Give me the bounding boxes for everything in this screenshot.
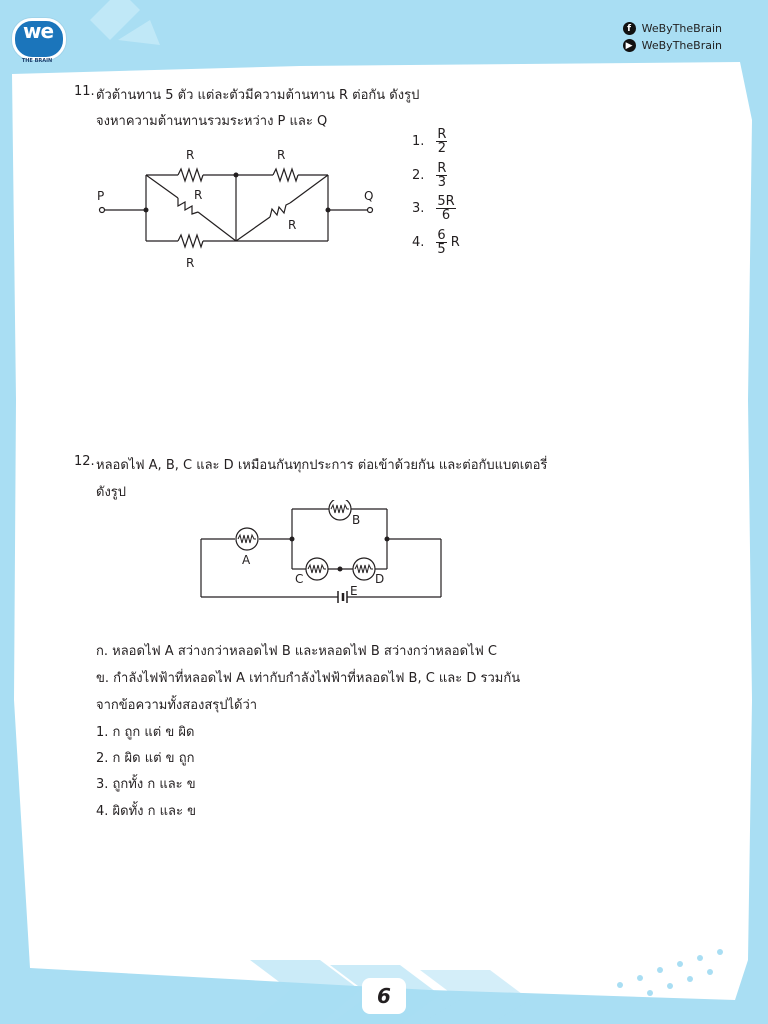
- q12-choice-1[interactable]: 1. ก ถูก แต่ ข ผิด: [96, 725, 195, 740]
- label-r-diag-left: R: [194, 188, 203, 202]
- q12-line2: ดังรูป: [96, 485, 127, 500]
- facebook-link[interactable]: [623, 20, 722, 37]
- denominator: 2: [437, 141, 447, 156]
- q12-statement-b: ข. กำลังไฟฟ้าที่หลอดไฟ A เท่ากับกำลังไฟฟ้าที่หลอดไฟ B, C และ D รวมกัน: [96, 671, 521, 686]
- choice-number: 4.: [412, 235, 425, 250]
- q11-line1: ตัวต้านทาน 5 ตัว แต่ละตัวมีความต้านทาน R ต่อกัน ดังรูป: [96, 88, 420, 103]
- logo-tagline: THE BRAIN: [21, 58, 53, 64]
- choice-number: 1.: [412, 134, 425, 149]
- label-r-bottom: R: [186, 256, 195, 270]
- choice-number: 3.: [412, 201, 425, 216]
- numerator: 6: [437, 228, 446, 243]
- fraction: [436, 128, 447, 155]
- q12-number: 12.: [74, 454, 95, 469]
- choice-number: 2.: [412, 168, 425, 183]
- bulb-label-d: D: [375, 572, 385, 586]
- label-r-diag-right: R: [288, 218, 297, 232]
- numerator: R: [437, 127, 447, 142]
- page-number: 6: [362, 978, 406, 1014]
- q11-choice-4[interactable]: [412, 229, 460, 256]
- label-r-top-left: R: [186, 148, 195, 162]
- q12-choice-2[interactable]: 2. ก ผิด แต่ ข ถูก: [96, 751, 195, 766]
- q11-choice-3[interactable]: [412, 195, 456, 222]
- q12-statement-a: ก. หลอดไฟ A สว่างกว่าหลอดไฟ B และหลอดไฟ B สว่างกว่าหลอดไฟ C: [96, 644, 498, 659]
- choice-suffix: R: [450, 235, 460, 250]
- q11-number: 11.: [74, 84, 95, 99]
- terminal-p: P: [97, 189, 105, 203]
- bulb-label-b: B: [352, 513, 361, 527]
- q11-resistor-diagram: [90, 140, 390, 280]
- label-r-top-right: R: [277, 148, 286, 162]
- denominator: 3: [437, 175, 447, 190]
- q11-line2: จงหาความต้านทานรวมระหว่าง P และ Q: [96, 114, 328, 129]
- denominator: 6: [441, 208, 451, 223]
- q11-choice-1[interactable]: [412, 128, 447, 155]
- denominator: 5: [437, 242, 446, 257]
- bulb-label-c: C: [295, 572, 304, 586]
- fraction: [436, 229, 446, 256]
- social-links: [623, 20, 722, 54]
- facebook-label: WeByTheBrain: [641, 22, 722, 35]
- q12-choice-3[interactable]: 3. ถูกทั้ง ก และ ข: [96, 777, 196, 792]
- battery-label-e: E: [350, 584, 358, 598]
- q12-conclusion: จากข้อความทั้งสองสรุปได้ว่า: [96, 698, 258, 713]
- bulb-label-a: A: [242, 553, 251, 567]
- fraction: [436, 195, 455, 222]
- youtube-label: WeByTheBrain: [641, 39, 722, 52]
- numerator: 5R: [437, 194, 455, 209]
- q11-choice-2[interactable]: [412, 162, 447, 189]
- brand-logo[interactable]: [12, 14, 74, 64]
- q12-bulb-circuit: [195, 500, 450, 610]
- q12-line1: หลอดไฟ A, B, C และ D เหมือนกันทุกประการ ต่อเข้าด้วยกัน และต่อกับแบตเตอรี่: [96, 458, 548, 473]
- q12-choice-4[interactable]: 4. ผิดทั้ง ก และ ข: [96, 804, 196, 819]
- fraction: [436, 162, 447, 189]
- terminal-q: Q: [364, 189, 374, 203]
- numerator: R: [437, 161, 447, 176]
- youtube-icon: ▶: [623, 39, 636, 52]
- logo-text: we: [22, 19, 54, 43]
- facebook-icon: f: [623, 22, 636, 35]
- youtube-link[interactable]: [623, 37, 722, 54]
